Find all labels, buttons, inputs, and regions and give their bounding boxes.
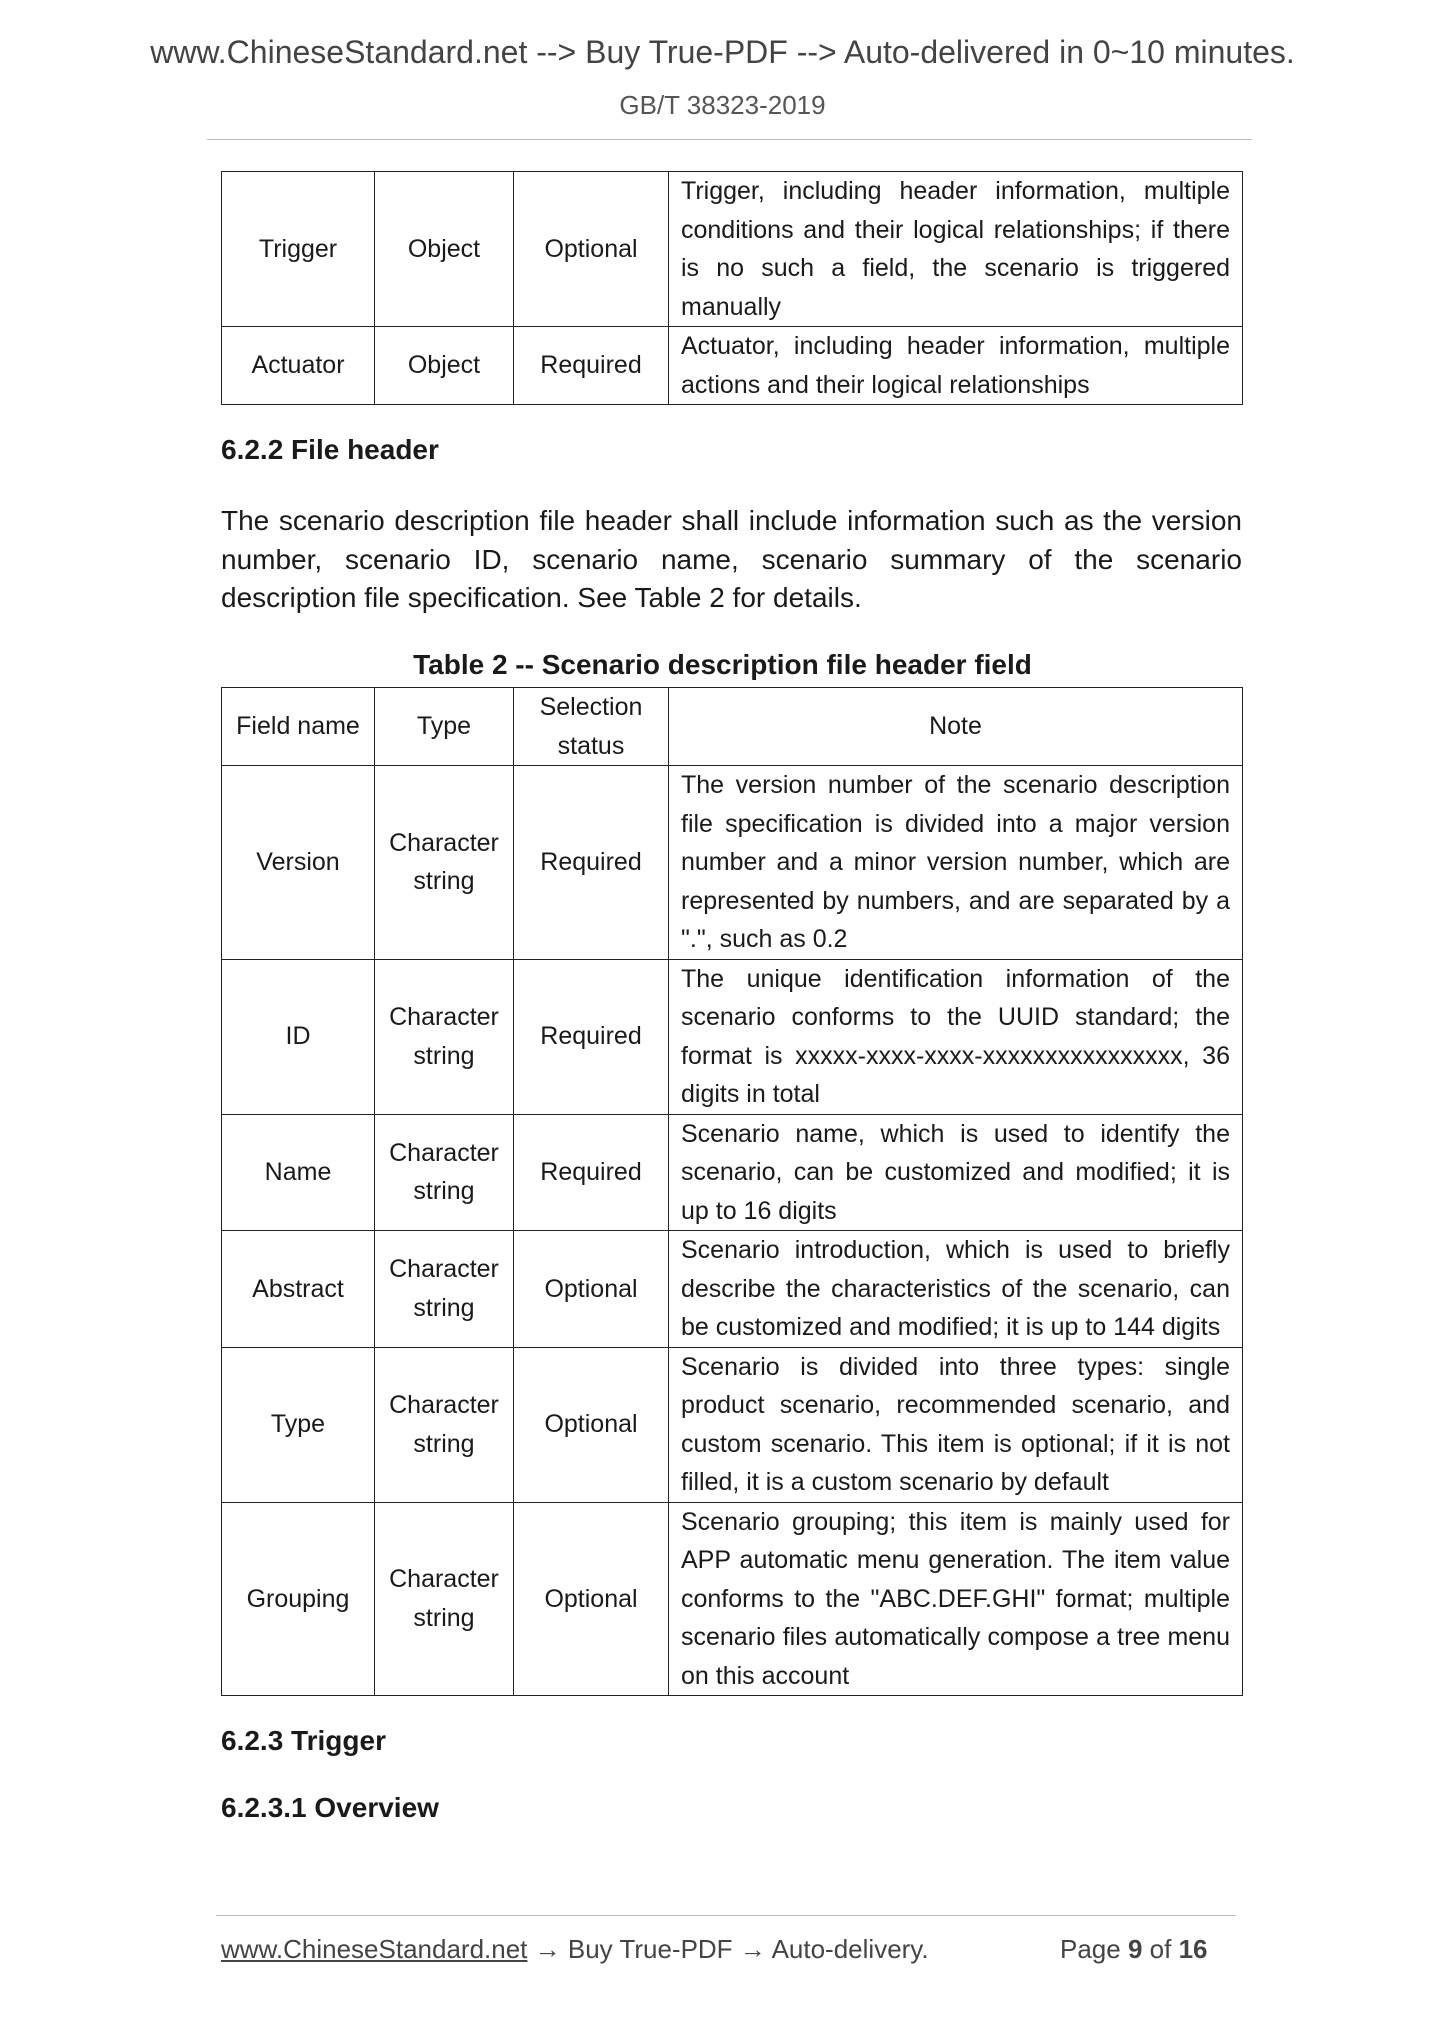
status-cell: Required: [514, 1114, 669, 1231]
type-cell: Character string: [375, 766, 514, 960]
field-name-cell: Name: [222, 1114, 375, 1231]
type-cell: Object: [375, 327, 514, 405]
field-name-cell: Abstract: [222, 1231, 375, 1348]
page-of: of: [1149, 1934, 1172, 1964]
status-cell: Required: [514, 327, 669, 405]
note-cell: Scenario name, which is used to identify the scenario, can be customized and modified; it is up to 16 digits: [669, 1114, 1243, 1231]
type-cell: Character string: [375, 1114, 514, 1231]
note-cell: Scenario grouping; this item is mainly used for APP automatic menu generation. The item value conforms to the "ABC.DEF.GHI" format; multiple scenario files automatically compose a tree menu on this account: [669, 1502, 1243, 1696]
table-row: [222, 1502, 1243, 1696]
note-cell: Actuator, including header information, multiple actions and their logical relationships: [669, 327, 1243, 405]
column-header-selection-status: Selection status: [514, 688, 669, 766]
field-name-cell: Grouping: [222, 1502, 375, 1696]
field-name-cell: Type: [222, 1347, 375, 1502]
status-cell: Optional: [514, 172, 669, 327]
column-header-field-name: Field name: [222, 688, 375, 766]
status-cell: Required: [514, 766, 669, 960]
table-2: [221, 687, 1243, 1696]
note-cell: The version number of the scenario description file specification is divided into a major version number and a minor version number, which are represented by numbers, and are separated by a ".", such as 0.2: [669, 766, 1243, 960]
status-cell: Optional: [514, 1502, 669, 1696]
note-cell: Trigger, including header information, multiple conditions and their logical relationships; if there is no such a field, the scenario is triggered manually: [669, 172, 1243, 327]
table-row: [222, 172, 1243, 327]
table-1-continued: [221, 171, 1243, 405]
table-row: [222, 327, 1243, 405]
table-row: [222, 1114, 1243, 1231]
document-code: GB/T 38323-2019: [619, 90, 826, 120]
field-name-cell: Version: [222, 766, 375, 960]
section-heading-file-header: 6.2.2 File header: [221, 434, 439, 465]
type-cell: Character string: [375, 1231, 514, 1348]
footer-site-link[interactable]: www.ChineseStandard.net: [221, 1934, 528, 1964]
field-name-cell: Trigger: [222, 172, 375, 327]
status-cell: Optional: [514, 1347, 669, 1502]
section-heading-overview: 6.2.3.1 Overview: [221, 1792, 439, 1823]
type-cell: Object: [375, 172, 514, 327]
page-indicator: [1060, 1934, 1208, 1965]
table-row: [222, 1231, 1243, 1348]
page-current: 9: [1127, 1934, 1143, 1964]
field-name-cell: ID: [222, 959, 375, 1114]
status-cell: Optional: [514, 1231, 669, 1348]
table-2-caption: Table 2 -- Scenario description file header field: [413, 649, 1032, 680]
header-divider: [207, 139, 1252, 140]
column-header-note: Note: [669, 688, 1243, 766]
table-header-row: [222, 688, 1243, 766]
note-cell: Scenario introduction, which is used to briefly describe the characteristics of the scenario, can be customized and modified; it is up to 144 digits: [669, 1231, 1243, 1348]
section-heading-trigger: 6.2.3 Trigger: [221, 1725, 386, 1756]
type-cell: Character string: [375, 1502, 514, 1696]
footer-divider: [216, 1915, 1236, 1916]
file-header-paragraph: The scenario description file header shall include information such as the version number, scenario ID, scenario name, scenario summary of the scenario description file specification. See Table 2 for details.: [221, 505, 1242, 613]
table-row: [222, 1347, 1243, 1502]
top-banner: www.ChineseStandard.net --> Buy True-PDF --> Auto-delivered in 0~10 minutes.: [150, 34, 1295, 70]
page-total: 16: [1178, 1934, 1208, 1964]
table-row: [222, 959, 1243, 1114]
footer-left: [221, 1934, 929, 1965]
field-name-cell: Actuator: [222, 327, 375, 405]
column-header-type: Type: [375, 688, 514, 766]
note-cell: Scenario is divided into three types: single product scenario, recommended scenario, and custom scenario. This item is optional; if it is not filled, it is a custom scenario by default: [669, 1347, 1243, 1502]
type-cell: Character string: [375, 959, 514, 1114]
status-cell: Required: [514, 959, 669, 1114]
table-row: [222, 766, 1243, 960]
type-cell: Character string: [375, 1347, 514, 1502]
page-label: Page: [1060, 1934, 1121, 1964]
footer-tagline: → Buy True-PDF → Auto-delivery.: [527, 1934, 929, 1964]
note-cell: The unique identification information of the scenario conforms to the UUID standard; the format is xxxxx-xxxx-xxxx-xxxxxxxxxxxxxxxx, 36 digits in total: [669, 959, 1243, 1114]
